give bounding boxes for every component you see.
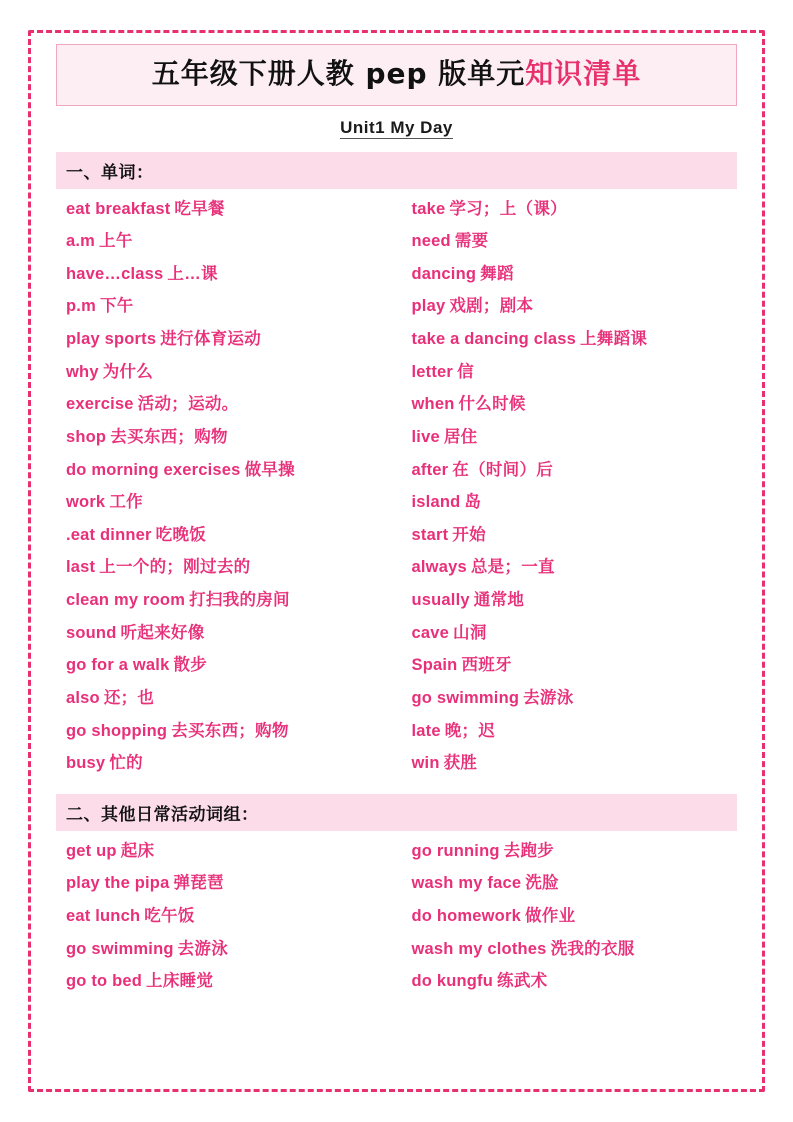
word-english: Spain — [411, 656, 458, 675]
word-chinese: 练武术 — [497, 972, 548, 991]
list-item — [402, 258, 738, 291]
word-chinese: 上舞蹈课 — [580, 330, 648, 349]
word-chinese: 去买东西；购物 — [110, 427, 228, 446]
word-chinese: 工作 — [109, 493, 143, 512]
word-english: take a dancing class — [411, 330, 576, 349]
list-item — [402, 388, 738, 421]
list-item — [402, 323, 738, 356]
word-chinese: 戏剧；剧本 — [449, 297, 534, 316]
list-item — [56, 290, 392, 323]
word-chinese: 为什么 — [102, 362, 154, 381]
word-english: exercise — [66, 395, 134, 414]
word-english: why — [66, 362, 99, 381]
list-item — [56, 421, 392, 454]
word-chinese: 晚；迟 — [444, 721, 496, 740]
word-english: island — [411, 493, 461, 512]
word-chinese: 上一个的；刚过去的 — [99, 558, 251, 577]
word-chinese: 起床 — [120, 841, 155, 860]
list-item — [56, 519, 392, 552]
word-chinese: 上…课 — [167, 264, 218, 283]
list-item — [56, 933, 392, 966]
list-item — [402, 486, 738, 519]
word-english: do morning exercises — [66, 460, 241, 479]
word-chinese: 信 — [457, 362, 474, 381]
list-item — [402, 682, 738, 715]
word-english: shop — [66, 427, 107, 446]
list-item — [402, 584, 738, 617]
word-english: start — [411, 525, 449, 544]
section-heading-vocabulary: 一、单词： — [56, 152, 737, 189]
word-chinese: 洗我的衣服 — [550, 939, 635, 958]
word-chinese: 打扫我的房间 — [189, 591, 290, 610]
word-english: clean my room — [66, 591, 186, 610]
word-chinese: 在（时间）后 — [452, 460, 554, 479]
word-english: do homework — [411, 907, 521, 926]
word-chinese: 学习；上（课） — [449, 199, 567, 218]
word-english: play — [411, 297, 446, 316]
word-chinese: 下午 — [99, 297, 134, 316]
unit-subtitle — [56, 118, 737, 138]
word-english: win — [411, 754, 440, 773]
word-english: also — [66, 688, 100, 707]
word-chinese: 岛 — [464, 493, 482, 512]
word-english: last — [66, 558, 96, 577]
word-english: .eat dinner — [66, 525, 152, 544]
list-item — [56, 617, 392, 650]
list-item — [402, 867, 738, 900]
list-item — [402, 519, 738, 552]
list-item — [402, 454, 738, 487]
section-heading-daily-phrases: 二、其他日常活动词组： — [56, 794, 737, 831]
page-title — [67, 57, 726, 91]
word-chinese: 总是；一直 — [470, 558, 555, 577]
list-item — [56, 584, 392, 617]
list-item — [56, 867, 392, 900]
word-english: live — [411, 427, 440, 446]
list-item — [56, 965, 392, 998]
word-english: go for a walk — [66, 656, 170, 675]
word-english: need — [411, 232, 451, 251]
word-chinese: 居住 — [443, 427, 478, 446]
word-english: go running — [411, 841, 500, 860]
list-item — [56, 715, 392, 748]
word-english: take — [411, 199, 446, 218]
list-item — [402, 965, 738, 998]
list-item — [402, 900, 738, 933]
word-chinese: 舞蹈 — [480, 264, 514, 283]
word-chinese: 弹琵琶 — [173, 874, 224, 893]
list-item — [56, 225, 392, 258]
word-english: play the pipa — [66, 874, 170, 893]
page-title-main: 五年级下册人教 pep 版单元 — [151, 57, 526, 90]
list-item — [56, 835, 392, 868]
word-english: go swimming — [411, 688, 520, 707]
word-english: eat lunch — [66, 907, 141, 926]
list-item — [402, 933, 738, 966]
word-chinese: 什么时候 — [458, 395, 526, 414]
list-item — [56, 900, 392, 933]
list-item — [56, 486, 392, 519]
word-chinese: 吃晚饭 — [155, 525, 207, 544]
list-item — [402, 715, 738, 748]
word-chinese: 听起来好像 — [120, 623, 205, 642]
list-item — [402, 551, 738, 584]
word-english: usually — [411, 591, 470, 610]
word-english: p.m — [66, 297, 96, 316]
list-item — [56, 356, 392, 389]
word-english: work — [66, 493, 106, 512]
word-english: play sports — [66, 330, 157, 349]
list-item — [402, 225, 738, 258]
list-item — [56, 551, 392, 584]
vocabulary-grid — [56, 193, 737, 780]
word-english: busy — [66, 754, 106, 773]
word-english: wash my face — [411, 874, 522, 893]
word-chinese: 去跑步 — [503, 841, 555, 860]
word-english: when — [411, 395, 455, 414]
list-item — [56, 649, 392, 682]
word-english: go swimming — [66, 939, 174, 958]
word-chinese: 忙的 — [109, 754, 143, 773]
list-item — [402, 649, 738, 682]
word-english: letter — [411, 362, 454, 381]
list-item — [56, 682, 392, 715]
list-item — [402, 835, 738, 868]
word-english: eat breakfast — [66, 199, 171, 218]
word-english: always — [411, 558, 467, 577]
title-banner — [56, 44, 737, 106]
page-title-highlight: 知识清单 — [525, 57, 642, 90]
word-english: late — [411, 721, 441, 740]
word-chinese: 洗脸 — [525, 874, 559, 893]
daily-phrases-grid — [56, 835, 737, 998]
word-chinese: 吃早餐 — [174, 199, 225, 218]
word-english: a.m — [66, 232, 96, 251]
document-content — [56, 44, 737, 998]
word-chinese: 山洞 — [453, 623, 487, 642]
word-english: get up — [66, 841, 117, 860]
word-chinese: 去游泳 — [177, 939, 229, 958]
unit-subtitle-text: Unit1 My Day — [340, 117, 453, 137]
word-chinese: 去买东西；购物 — [171, 721, 289, 740]
list-item — [56, 323, 392, 356]
word-chinese: 还；也 — [103, 688, 155, 707]
word-english: have…class — [66, 264, 164, 283]
list-item — [56, 193, 392, 226]
list-item — [402, 356, 738, 389]
list-item — [56, 258, 392, 291]
word-chinese: 上床睡觉 — [146, 972, 214, 991]
word-english: sound — [66, 623, 117, 642]
word-chinese: 做早操 — [244, 460, 295, 479]
list-item — [402, 193, 738, 226]
word-chinese: 西班牙 — [461, 656, 512, 675]
word-chinese: 进行体育运动 — [160, 330, 262, 349]
word-chinese: 去游泳 — [523, 688, 574, 707]
list-item — [402, 421, 738, 454]
list-item — [56, 747, 392, 780]
word-chinese: 散步 — [173, 656, 208, 675]
word-chinese: 需要 — [454, 232, 489, 251]
word-chinese: 获胜 — [443, 754, 478, 773]
word-english: after — [411, 460, 449, 479]
word-english: go to bed — [66, 972, 143, 991]
list-item — [402, 617, 738, 650]
word-chinese: 通常地 — [473, 591, 525, 610]
word-chinese: 上午 — [99, 232, 133, 251]
word-english: cave — [411, 623, 450, 642]
list-item — [402, 747, 738, 780]
word-english: do kungfu — [411, 972, 494, 991]
list-item — [402, 290, 738, 323]
word-english: go shopping — [66, 721, 168, 740]
word-chinese: 做作业 — [524, 907, 576, 926]
word-chinese: 吃午饭 — [144, 907, 195, 926]
word-english: dancing — [411, 264, 477, 283]
word-chinese: 活动；运动。 — [137, 395, 239, 414]
word-english: wash my clothes — [411, 939, 547, 958]
list-item — [56, 388, 392, 421]
word-chinese: 开始 — [452, 525, 486, 544]
list-item — [56, 454, 392, 487]
